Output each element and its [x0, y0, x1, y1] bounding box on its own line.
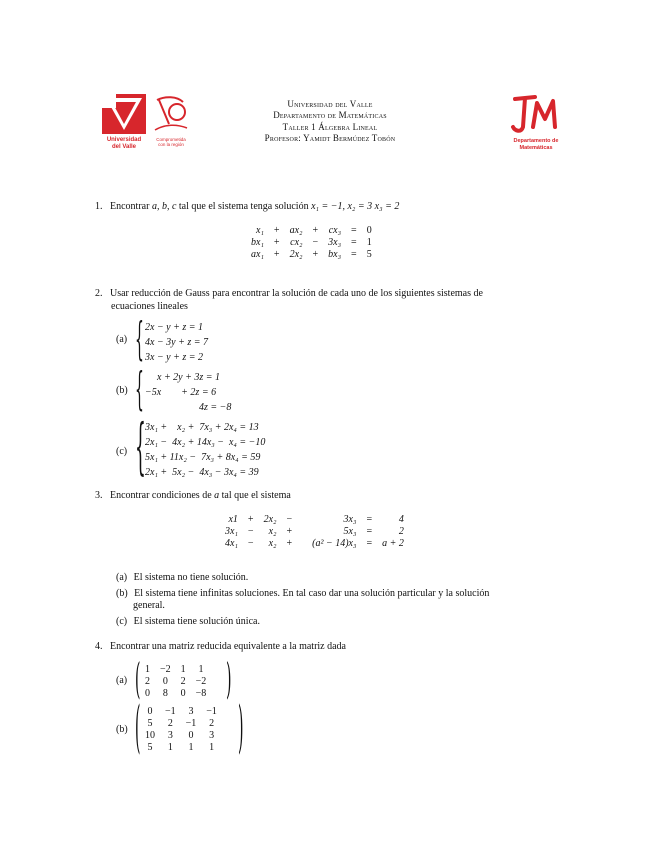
equation-term: x₁ — [256, 224, 264, 236]
matrix-cell: −1 — [185, 717, 197, 729]
matrix-cell: −1 — [206, 705, 217, 717]
equation-term: = — [366, 525, 373, 537]
problem-3-text-b: tal que el sistema — [219, 490, 291, 501]
equation-term: 5 — [366, 248, 372, 260]
problem-4a-label: (a) — [116, 675, 128, 686]
problem-2b-label: (b) — [116, 385, 128, 396]
equation-term: = — [366, 513, 373, 525]
equation-term: x₂ — [268, 525, 277, 537]
equation-term: cx₃ — [328, 224, 342, 236]
problem-2-text2: ecuaciones lineales — [111, 301, 188, 312]
equation-term: 4x₁ — [225, 537, 238, 549]
header-taller: Taller 1 Álgebra Lineal — [282, 121, 378, 132]
matrix-cell: 10 — [145, 729, 155, 741]
header-block — [200, 99, 460, 144]
matrix-cell: 0 — [145, 687, 150, 699]
problem-4-number: 4. — [95, 641, 103, 652]
problem-1-text-b: tal que el sistema tenga solución — [176, 201, 312, 212]
equation-term: − — [312, 236, 319, 248]
equation: 2x₁ + 5x₂ − 4x₃ − 3x₄ = 39 — [145, 467, 259, 478]
problem-2a-system — [145, 320, 208, 365]
equation-term: (a² − 14)x₃ — [312, 537, 357, 549]
equation-term: − — [247, 525, 254, 537]
equation-row — [220, 513, 409, 525]
problem-2c-system — [145, 420, 265, 480]
matrix-cell: 2 — [209, 717, 215, 729]
equation-term: + — [273, 248, 280, 260]
equation-term: 4 — [398, 513, 404, 525]
matrix-cell: −2 — [195, 675, 207, 687]
equation-term: = — [351, 224, 357, 236]
matrix-row — [140, 687, 211, 699]
equation: −5x + 2z = 6 — [145, 387, 217, 398]
matrix-cell: 1 — [198, 663, 204, 675]
logo-70-sub: Comprometida con la región — [156, 137, 186, 147]
equation: 5x₁ + 11x₂ − 7x₃ + 8x₄ = 59 — [145, 452, 261, 463]
item-label: (c) — [116, 616, 128, 627]
equation-row — [220, 537, 409, 549]
header-university: Universidad del Valle — [287, 99, 373, 109]
equation-row — [220, 525, 409, 537]
equation-term: + — [273, 224, 280, 236]
equation-term: cx₂ — [290, 236, 303, 248]
equation-term: + — [312, 248, 319, 260]
problem-4b-matrix — [140, 705, 222, 753]
matrix-cell: 5 — [147, 741, 153, 753]
problem-1-statement — [95, 201, 399, 212]
problem-1-condition: x₁ = −1, x₂ = 3 x₃ = 2 — [311, 201, 400, 212]
equation-term: ax₁ — [251, 248, 264, 260]
header-professor: Profesor: Yamidt Bermúdez Tobón — [264, 132, 396, 143]
equation-term: 5x₃ — [343, 525, 357, 537]
matrix-cell: 3 — [209, 729, 215, 741]
problem-2a-label: (a) — [116, 334, 128, 345]
equation-term: − — [247, 537, 254, 549]
equation-term: x1 — [228, 513, 238, 525]
problem-3-statement — [95, 490, 291, 501]
right-paren-icon: ) — [238, 698, 244, 762]
matrix-cell: 8 — [162, 687, 168, 699]
problem-3-system — [220, 513, 409, 549]
problem-3-number: 3. — [95, 490, 103, 501]
equation-term: 3x₁ — [225, 525, 238, 537]
item-text: El sistema tiene infinitas soluciones. En tal caso dar una solución particular y la solución — [134, 588, 490, 599]
matrix-cell: 1 — [209, 741, 215, 753]
equation: 2x − y + z = 1 — [145, 322, 204, 333]
item-text: El sistema no tiene solución. — [133, 572, 249, 583]
matrix-cell: 2 — [167, 717, 173, 729]
matrix-cell: −1 — [165, 705, 176, 717]
matrix-cell: 1 — [167, 741, 173, 753]
header-department: Departamento de Matemáticas — [273, 110, 387, 121]
equation-term — [297, 513, 307, 525]
left-brace-icon: { — [135, 315, 144, 367]
matrix-cell: 5 — [147, 717, 153, 729]
equation-term: ax₂ — [289, 224, 303, 236]
left-paren-icon: ( — [135, 698, 141, 762]
equation: 4x − 3y + z = 7 — [145, 337, 209, 348]
matrix-row — [140, 675, 211, 687]
equation-term: 3x₃ — [343, 513, 357, 525]
matrix-cell: −2 — [160, 663, 171, 675]
item-text: El sistema tiene solución única. — [133, 616, 260, 627]
problem-3-item-a — [116, 572, 566, 588]
problem-4b-label: (b) — [116, 724, 128, 735]
equation-term: 3x₃ — [328, 236, 342, 248]
univalle-shield-icon — [102, 94, 146, 134]
equation-term: 2x₂ — [263, 513, 277, 525]
logo-univalle — [102, 94, 146, 150]
logo-dept-text: Departamento de Matemáticas — [513, 138, 559, 151]
left-paren-icon: ( — [135, 657, 141, 705]
matrix-row — [140, 729, 222, 741]
matrix-row — [140, 705, 222, 717]
equation-term: 2 — [398, 525, 404, 537]
right-paren-icon: ) — [226, 657, 232, 705]
matrix-row — [140, 741, 222, 753]
problem-3-item-b — [116, 588, 566, 600]
matrix-cell: 0 — [147, 705, 153, 717]
equation-term: bx₁ — [251, 236, 264, 248]
equation-term: + — [286, 525, 293, 537]
equation-term: a + 2 — [382, 537, 404, 549]
left-brace-icon: { — [135, 365, 144, 417]
equation-term: + — [286, 537, 293, 549]
equation-term: − — [286, 513, 293, 525]
matrix-cell: 0 — [188, 729, 194, 741]
problem-1-text-a: Encontrar — [110, 201, 152, 212]
problem-3-text-a: Encontrar condiciones de — [110, 490, 215, 501]
matrix-cell: 2 — [180, 675, 186, 687]
matrix-cell: 1 — [145, 663, 150, 675]
problem-3-items — [116, 572, 566, 627]
problem-2c-label: (c) — [116, 446, 128, 457]
equation-row — [246, 248, 377, 260]
problem-1-system — [246, 224, 377, 260]
logo-univalle-text: Universidad del Valle — [106, 137, 142, 150]
equation-term: = — [351, 236, 357, 248]
equation-term: + — [312, 224, 319, 236]
problem-4-text: Encontrar una matriz reducida equivalente a la matriz dada — [110, 641, 346, 652]
equation-term: 2x₂ — [289, 248, 303, 260]
problem-1-number: 1. — [95, 201, 103, 212]
equation: 3x − y + z = 2 — [145, 352, 204, 363]
problem-4a-matrix — [140, 663, 211, 699]
matrix-cell: 3 — [167, 729, 173, 741]
problem-1-vars: a, b, c — [151, 201, 177, 212]
logo-dept-matematicas — [505, 93, 567, 153]
seventy-years-emblem-icon — [153, 94, 189, 134]
matrix-cell: 1 — [188, 741, 194, 753]
equation-term: + — [247, 513, 254, 525]
equation-term: = — [366, 537, 373, 549]
matrix-cell: 0 — [180, 687, 186, 699]
item-label: (a) — [116, 572, 128, 583]
equation-term: x₂ — [268, 537, 277, 549]
problem-3-var: a — [214, 490, 220, 501]
equation-term: bx₃ — [328, 248, 342, 260]
item-label: (b) — [116, 588, 128, 599]
problem-2b-system — [145, 370, 245, 415]
equation: 3x₁ + x₂ + 7x₃ + 2x₄ = 13 — [145, 422, 259, 433]
logo-70-anos — [153, 94, 189, 150]
equation-term: 0 — [366, 224, 372, 236]
equation: 2x₁ − 4x₂ + 14x₃ − x₄ = −10 — [145, 437, 266, 448]
matrix-row — [140, 663, 211, 675]
matrix-cell: 1 — [180, 663, 186, 675]
problem-2-statement — [95, 288, 483, 299]
left-brace-icon: { — [135, 412, 146, 485]
equation-term — [297, 525, 307, 537]
matrix-cell: −8 — [195, 687, 207, 699]
problem-3-item-b-cont: general. — [133, 600, 165, 611]
equation-term — [297, 537, 307, 549]
equation-term: = — [351, 248, 357, 260]
matrix-cell: 2 — [145, 675, 150, 687]
equation-term: + — [273, 236, 280, 248]
problem-2-number: 2. — [95, 288, 103, 299]
equation: 4z = −8 — [199, 402, 232, 413]
problem-3-item-c — [116, 616, 566, 627]
problem-2-text: Usar reducción de Gauss para encontrar la solución de cada uno de los siguientes sistemas de — [110, 288, 483, 299]
equation-row — [246, 224, 377, 236]
equation-row — [246, 236, 377, 248]
equation-term: 1 — [366, 236, 372, 248]
matrix-cell: 3 — [188, 705, 194, 717]
problem-4-statement — [95, 641, 346, 652]
matrix-cell: 0 — [162, 675, 168, 687]
dept-monogram-icon — [505, 93, 567, 135]
matrix-row — [140, 717, 222, 729]
equation: x + 2y + 3z = 1 — [157, 372, 221, 383]
